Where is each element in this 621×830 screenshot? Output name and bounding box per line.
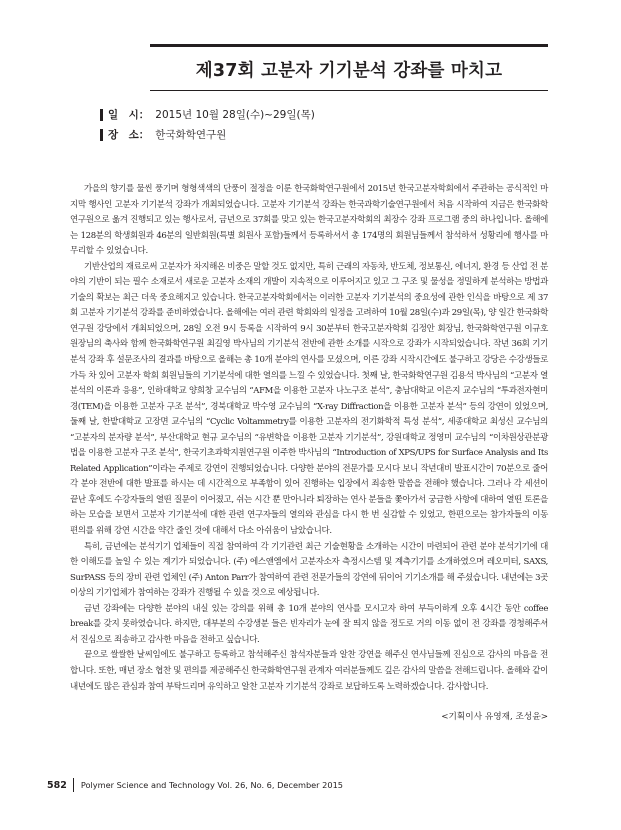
author-signature: <기획이사 유영재, 조성윤> [441,712,548,722]
info-place-value: 한국화학연구원 [155,129,227,141]
info-place-label: 장 소： [108,129,150,141]
body-paragraph: 가을의 향기를 물씬 풍기며 형형색색의 단풍이 절정을 이룬 한국화학연구원에서 2015년 한국고분자학회에서 주관하는 공식적인 마지막 행사인 고분자 기기분석 강좌가 개최되었습니다. 고분자 기기분석 강좌는 한국과학기술연구원에서 처음 시작하여 지금은 한국화학연구원으로 옮겨 진행되고 있는 행사로서, 금년으로 37회를 맞고 있는 한국고분자학회의 최장수 강좌 프로그램 중의 하나입니다. 올해에는 128분의 학생회원과 46분의 일반회원(특별 회원사 포함)들께서 등록하셔서 총 174명의 회원님들께서 참석하셔 성황리에 행사를 마무리할 수 있었습니다. [70,184,548,257]
footer-divider [73,778,74,792]
info-date-value: 2015년 10월 28일(수)~29일(목) [155,109,315,121]
body-paragraph: 금년 강좌에는 다양한 분야의 내실 있는 강의를 위해 총 10개 분야의 연사를 모시고자 하여 부득이하게 오후 4시간 동안 coffee break를 갖지 못하였습니다. 하지만, 대부분의 수강생분 들은 빈자리가 눈에 잘 띄지 않을 정도로 거의 이동 없이 전 강좌를 경청해주셔서 진심으로 죄송하고 감사한 마음을 전하고 싶습니다. [70,603,548,645]
body-paragraph: 끝으로 쌀쌀한 날씨임에도 불구하고 등록하고 참석해주신 참석자분들과 알찬 강연을 해주신 연사님들께 진심으로 감사의 마음을 전합니다. 또한, 매년 장소 협찬 및 편의를 제공해주신 한국화학연구원 관계자 여러분들께도 깊은 감사의 말씀을 전해드립니다. 올해와 같이 내년에도 많은 관심과 참여 부탁드리며 유익하고 알찬 고분자 기기분석 강좌로 보답하도록 노력하겠습니다. 감사합니다. [70,650,548,692]
body-paragraph: 특히, 금년에는 분석기기 업체들이 직접 참여하여 각 기기관련 최근 기술현황을 소개하는 시간이 마련되어 관련 분야 분석기기에 대한 이해도를 높일 수 있는 계기가 되었습니다. (주) 에스앤엠에서 고분자소자 측정시스템 및 계측기기를 소개하였으며 레오미터, SAXS, SurPASS 등의 장비 관련 업체인 (주) Anton Parr가 참여하여 관련 전문가들의 강연에 뒤이어 기기소개를 해 주셨습니다. 내년에는 3곳 이상의 기기업체가 참여하는 강좌가 진행될 수 있을 것으로 예상됩니다. [70,541,548,599]
info-date-row [100,107,315,122]
info-bullet-bar [100,129,103,141]
info-place-row [100,127,226,142]
page-footer [47,778,343,792]
title-bottom-rule [150,90,548,91]
info-date-label: 일 시： [108,109,150,121]
info-bullet-bar [100,109,103,121]
article-body [70,182,548,695]
journal-citation: Polymer Science and Technology Vol. 26, No. 6, December 2015 [80,780,343,790]
page-number: 582 [47,779,67,791]
page-title: 제37회 고분자 기기분석 강좌를 마치고 [195,61,503,81]
title-top-rule [150,44,548,47]
body-paragraph: 기반산업의 재료로써 고분자가 차지해온 비중은 말할 것도 없지만, 특히 근래의 자동차, 반도체, 정보통신, 에너지, 환경 등 산업 전 분야의 기반이 되는 필수 소재로서 새로운 고분자 소재의 개발이 지속적으로 이루어지고 있고 그 구조 및 물성을 정밀하게 분석하는 방법과 기술의 확보는 최근 더욱 중요해지고 있습니다. 한국고분자학회에서는 이러한 고분자 기기분석의 중요성에 관한 인식을 바탕으로 제 37회 고분자 기기분석 강좌를 준비하였습니다. 올해에는 여러 관련 학회와의 일정을 고려하여 10월 28일(수)과 29일(목), 양 일간 한국화학연구원 강당에서 개최되었으며, 28일 오전 9시 등록을 시작하여 9시 30분부터 한국고분자학회 김정안 회장님, 한국화학연구원 이규호 원장님의 축사와 함께 한국화학연구원 최길영 박사님의 기기분석 전반에 관한 소개를 시작으로 강좌가 시작되었습니다. 작년 36회 기기분석 강좌 후 설문조사의 결과를 바탕으로 올해는 총 10개 분야의 연사를 모셨으며, 이른 강좌 시작시간에도 불구하고 강당은 수강생들로 가득 차 있어 고분자 학회 회원님들의 기기분석에 대한 열의를 느낄 수 있었습니다. 첫째 날, 한국화학연구원 김용석 박사님의 “고분자 열분석의 이론과 응용”, 인하대학교 양희창 교수님의 “AFM을 이용한 고분자 나노구조 분석”, 충남대학교 이은지 교수님의 “투과전자현미경(TEM)을 이용한 고분자 구조 분석”, 경북대학교 박수영 교수님의 “X-ray Diffraction을 이용한 고분자 분석” 등의 강연이 있었으며, 둘째 날, 한밭대학교 고장면 교수님의 “Cyclic Voltammetry를 이용한 고분자의 전기화학적 특성 분석”, 세종대학교 최성신 교수님의 “고분자의 분자량 분석”, 부산대학교 현규 교수님의 “유변학을 이용한 고분자 기기분석”, 강원대학교 정영미 교수님의 “이차원상관분광법을 이용한 고분자 구조 분석”, 한국기초과학지원연구원 이주한 박사님의 “Introduction of XPS/UPS for Surface Analysis and Its Related Application”이라는 주제로 강연이 진행되었습니다. 다양한 분야의 전문가를 모시다 보니 작년대비 발표시간이 70분으로 줄어 각 분야 전반에 대한 발표를 하시는 데 시간적으로 부족함이 있어 진행하는 입장에서 죄송한 말씀을 전해야 했습니다. 그러나 각 세션이 끝난 후에도 수강자들의 열띤 질문이 이어졌고, 쉬는 시간 뿐 만아니라 퇴장하는 연사 분들을 쫓아가서 궁금한 사항에 대하여 열띤 토론을 하는 모습을 보면서 고분자 기기분석에 대한 관련 연구자들의 열의와 관심을 다시 한 번 실감할 수 있었고, 한편으로는 참가자들의 이동 편의를 위해 강연 시간을 약간 줄인 것에 대해서 다소 아쉬움이 남았습니다. [70,261,548,537]
